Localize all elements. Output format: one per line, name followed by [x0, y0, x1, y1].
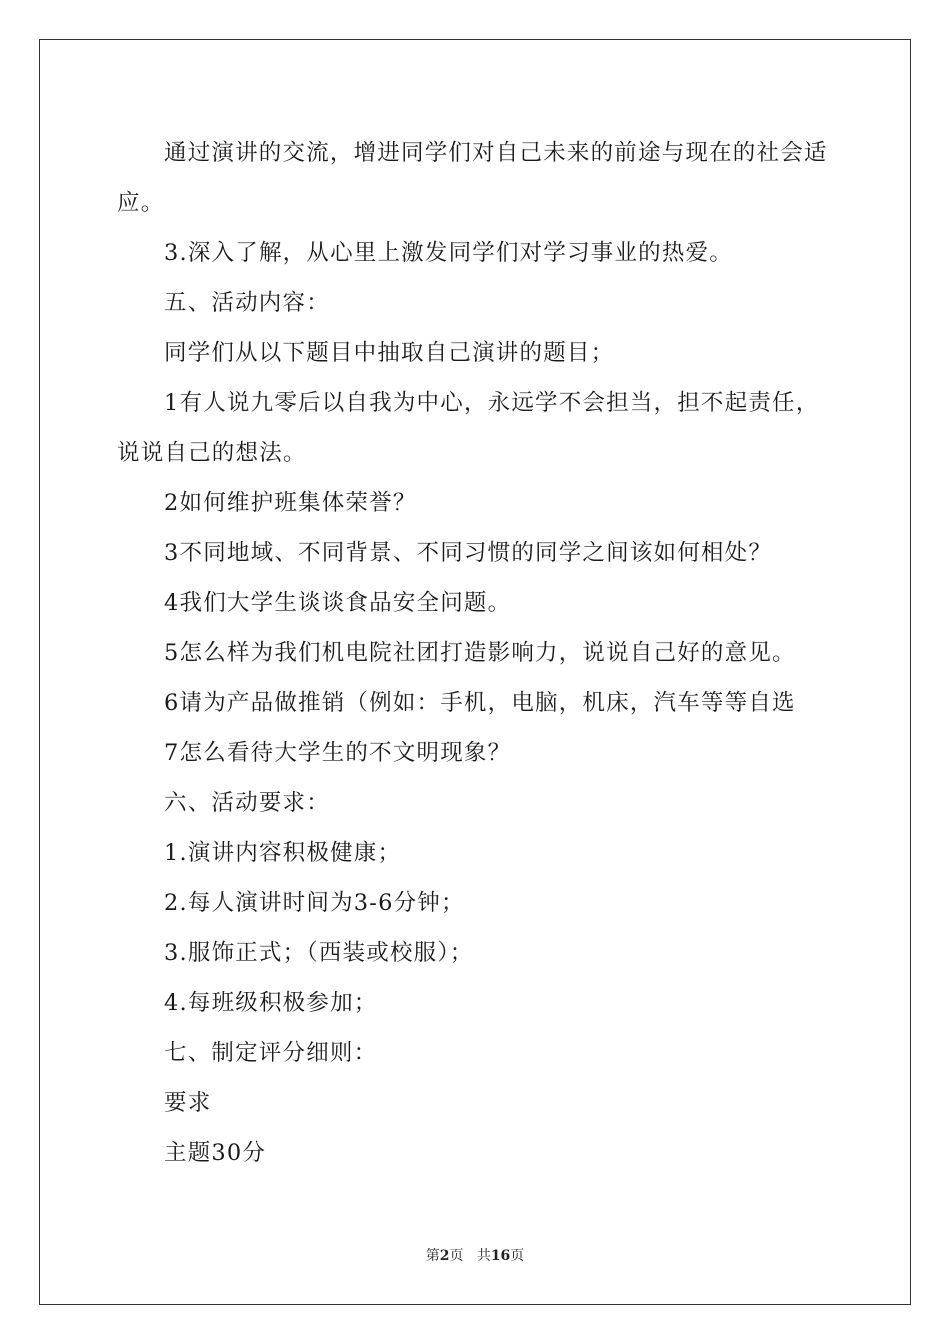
section-heading: 五、活动内容：	[164, 290, 330, 316]
section-heading: 七、制定评分细则：	[164, 1040, 378, 1066]
page-number: 2	[439, 1248, 450, 1264]
list-item: 1.演讲内容积极健康；	[164, 840, 402, 866]
list-item: 7怎么看待大学生的不文明现象？	[164, 740, 512, 766]
list-item: 6请为产品做推销（例如：手机，电脑，机床，汽车等等自选	[164, 690, 796, 716]
paragraph: 主题30分	[164, 1140, 267, 1166]
list-item: 2如何维护班集体荣誉？	[164, 490, 417, 516]
list-item: 3不同地域、不同背景、不同习惯的同学之间该如何相处？	[164, 540, 773, 566]
list-item-continuation: 说说自己的想法。	[117, 440, 307, 466]
list-item: 4我们大学生谈谈食品安全问题。	[164, 590, 512, 616]
list-item: 1有人说九零后以自我为中心，永远学不会担当，担不起责任，	[164, 390, 820, 416]
page-suffix: 页	[449, 1248, 464, 1264]
total-pages: 16	[490, 1248, 511, 1264]
paragraph: 通过演讲的交流，增进同学们对自己未来的前途与现在的社会适	[164, 140, 828, 166]
total-suffix: 页	[510, 1248, 525, 1264]
paragraph: 应。	[117, 190, 165, 216]
paragraph: 同学们从以下题目中抽取自己演讲的题目；	[164, 340, 615, 366]
paragraph: 3.深入了解，从心里上激发同学们对学习事业的热爱。	[164, 240, 733, 266]
page-prefix: 第	[425, 1248, 440, 1264]
list-item: 2.每人演讲时间为3-6分钟；	[164, 890, 465, 916]
section-heading: 六、活动要求：	[164, 790, 330, 816]
document-body	[117, 128, 837, 1178]
list-item: 4.每班级积极参加；	[164, 990, 378, 1016]
list-item: 5怎么样为我们机电院社团打造影响力，说说自己好的意见。	[164, 640, 796, 666]
list-item: 3.服饰正式；（西装或校服）；	[164, 940, 474, 966]
paragraph: 要求	[164, 1090, 212, 1116]
total-prefix: 共	[476, 1248, 491, 1264]
page-footer	[0, 1245, 950, 1265]
